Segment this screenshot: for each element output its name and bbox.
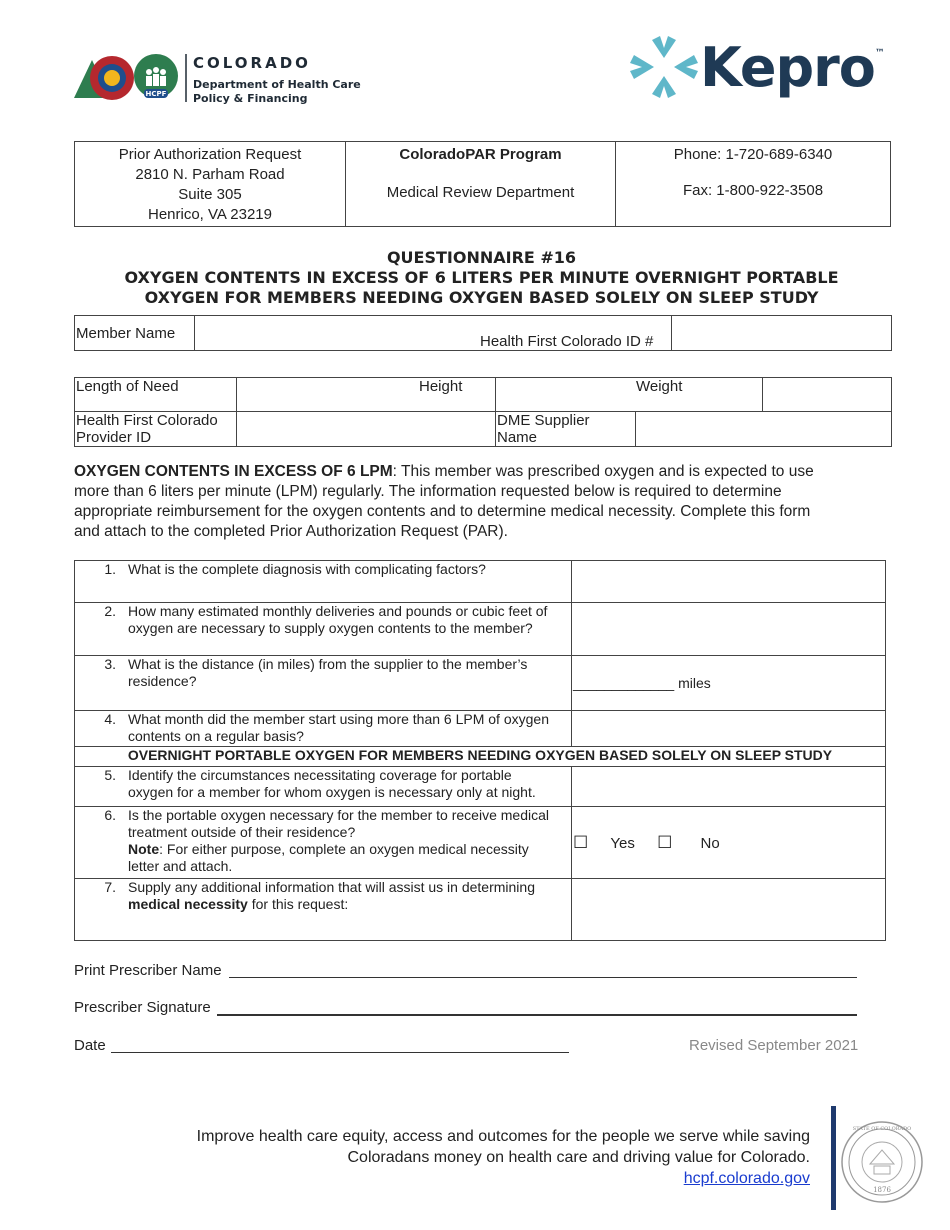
print-prescriber-line[interactable]: [229, 977, 857, 978]
address-line: 2810 N. Parham Road: [135, 166, 285, 183]
length-of-need-field[interactable]: [237, 378, 419, 412]
question-row: [75, 711, 886, 747]
answer-field[interactable]: [572, 767, 886, 807]
provider-label-line-2: Provider ID: [76, 429, 152, 446]
note-text: : For either purpose, complete an oxygen medical necessity letter and attach.: [128, 841, 529, 874]
seal-year: 1876: [873, 1186, 891, 1194]
title-line-2: OXYGEN CONTENTS IN EXCESS OF 6 LITERS PER MINUTE OVERNIGHT PORTABLE: [124, 268, 839, 287]
question-text: Identify the circumstances necessitating coverage for portable oxygen for a member for whom oxygen is necessary only at night.: [128, 767, 536, 800]
program-cell: [346, 142, 616, 226]
miles-unit: miles: [678, 674, 711, 691]
note-label: Note: [128, 841, 160, 857]
hcpf-website-link[interactable]: hcpf.colorado.gov: [683, 1170, 810, 1187]
question-text: What is the distance (in miles) from the supplier to the member’s residence?: [128, 656, 528, 689]
mission-line-1: Improve health care equity, access and outcomes for the people we serve while saving: [196, 1128, 810, 1145]
question-text: Supply any additional information that will assist us in determining: [128, 879, 535, 895]
no-checkbox[interactable]: ☐: [657, 832, 673, 852]
weight-label: Weight: [635, 378, 763, 412]
question-cell: [75, 656, 572, 711]
answer-field[interactable]: [572, 561, 886, 603]
member-name-label: Member Name: [75, 316, 195, 351]
question-row: [75, 656, 886, 711]
health-first-id-field[interactable]: [672, 316, 892, 351]
questionnaire-title: [74, 248, 889, 308]
length-of-need-label: Length of Need: [75, 378, 237, 412]
answer-field[interactable]: [572, 603, 886, 656]
answer-field[interactable]: [572, 879, 886, 941]
yes-no-answer: [572, 807, 886, 879]
question-number: 7.: [104, 879, 116, 895]
need-details-table: [74, 377, 892, 447]
program-department: Medical Review Department: [386, 184, 575, 201]
department-line-1: Department of Health Care: [193, 78, 361, 91]
dme-supplier-label: DME Supplier Name: [496, 412, 636, 447]
hcpf-badge: HCPF: [145, 90, 167, 98]
question-text-bold: medical necessity: [128, 896, 248, 912]
question-cell: [75, 767, 572, 807]
yes-checkbox[interactable]: ☐: [573, 832, 589, 852]
seal-text: STATE OF COLORADO: [852, 1126, 912, 1132]
question-number: 1.: [104, 561, 116, 577]
phone-number: Phone: 1-720-689-6340: [673, 146, 833, 163]
member-info-table: [74, 315, 892, 351]
provider-id-label: [75, 412, 237, 447]
question-row: [75, 767, 886, 807]
state-name: COLORADO: [193, 54, 311, 72]
question-cell: [75, 807, 572, 879]
colorado-department-name: [193, 54, 361, 106]
intro-paragraph: [74, 462, 834, 542]
dme-supplier-field[interactable]: [635, 412, 892, 447]
yes-label: Yes: [610, 834, 635, 852]
address-line: Prior Authorization Request: [118, 146, 302, 163]
question-number: 4.: [104, 711, 116, 727]
question-cell: [75, 561, 572, 603]
department-line-2: Policy & Financing: [193, 92, 308, 105]
provider-id-field[interactable]: [237, 412, 496, 447]
height-field[interactable]: [496, 378, 636, 412]
question-text: What month did the member start using more than 6 LPM of oxygen contents on a regular basis?: [128, 711, 549, 744]
height-label: Height: [418, 378, 496, 412]
question-row: [75, 879, 886, 941]
question-number: 5.: [104, 767, 116, 783]
section-heading-row: [75, 747, 886, 767]
question-row: [75, 807, 886, 879]
miles-blank[interactable]: _____________: [573, 674, 675, 691]
address-cell: [75, 142, 346, 226]
question-number: 2.: [104, 603, 116, 619]
address-line: Suite 305: [178, 186, 242, 203]
question-text: What is the complete diagnosis with complicating factors?: [128, 561, 486, 577]
fax-number: Fax: 1-800-922-3508: [682, 182, 824, 199]
question-cell: [75, 879, 572, 941]
prescriber-signature-line[interactable]: [217, 1014, 857, 1016]
member-name-field[interactable]: [195, 316, 480, 351]
kepro-logo-mark: [630, 36, 698, 98]
kepro-brand-text: Kepro: [700, 36, 875, 99]
question-row: [75, 603, 886, 656]
questions-table: [74, 560, 886, 941]
mission-line-2: Coloradans money on health care and driving value for Colorado.: [347, 1149, 810, 1166]
intro-heading: OXYGEN CONTENTS IN EXCESS OF 6 LPM: [74, 463, 393, 480]
question-number: 6.: [104, 807, 116, 823]
footer-divider: [831, 1106, 836, 1210]
date-line[interactable]: [111, 1052, 569, 1053]
address-line: Henrico, VA 23219: [148, 206, 272, 223]
question-cell: [75, 711, 572, 747]
contact-info-table: [74, 141, 891, 227]
miles-answer-field[interactable]: [572, 656, 886, 711]
no-label: No: [700, 834, 720, 852]
revised-date: Revised September 2021: [689, 1037, 859, 1054]
program-title: ColoradoPAR Program: [399, 146, 562, 163]
date-label: Date: [74, 1037, 106, 1054]
question-text: Is the portable oxygen necessary for the member to receive medical treatment outside of their residence?: [128, 807, 549, 840]
footer-mission: [150, 1126, 810, 1189]
print-prescriber-label: Print Prescriber Name: [74, 962, 222, 979]
title-line-1: QUESTIONNAIRE #16: [386, 248, 577, 267]
intro-text: : This member was prescribed oxygen and is expected to use more than 6 liters per minute (LPM) regularly. The information requested below is required to determine appropriate reimbursement for the oxygen contents and to determine medical necessity. Complete this form and attach to the completed Prior Authorization Request (PAR).: [74, 463, 814, 540]
question-cell: [75, 603, 572, 656]
question-text: How many estimated monthly deliveries and pounds or cubic feet of oxygen are necessary to supply oxygen contents to the member?: [128, 603, 548, 636]
prescriber-signature-label: Prescriber Signature: [74, 999, 211, 1016]
weight-field[interactable]: [763, 378, 892, 412]
kepro-wordmark: [700, 36, 884, 99]
question-text-end: for this request:: [247, 896, 349, 912]
health-first-id-label: Health First Colorado ID #: [479, 316, 672, 351]
title-line-3: OXYGEN FOR MEMBERS NEEDING OXYGEN BASED SOLELY ON SLEEP STUDY: [144, 288, 819, 307]
question-number: 3.: [104, 656, 116, 672]
section-heading: OVERNIGHT PORTABLE OXYGEN FOR MEMBERS NEEDING OXYGEN BASED SOLELY ON SLEEP STUDY: [75, 747, 886, 767]
state-seal-icon: [840, 1116, 924, 1208]
trademark: ™: [874, 48, 884, 59]
provider-label-line-1: Health First Colorado: [76, 412, 218, 429]
question-row: [75, 561, 886, 603]
answer-field[interactable]: [572, 711, 886, 747]
phone-fax-cell: [616, 142, 890, 226]
